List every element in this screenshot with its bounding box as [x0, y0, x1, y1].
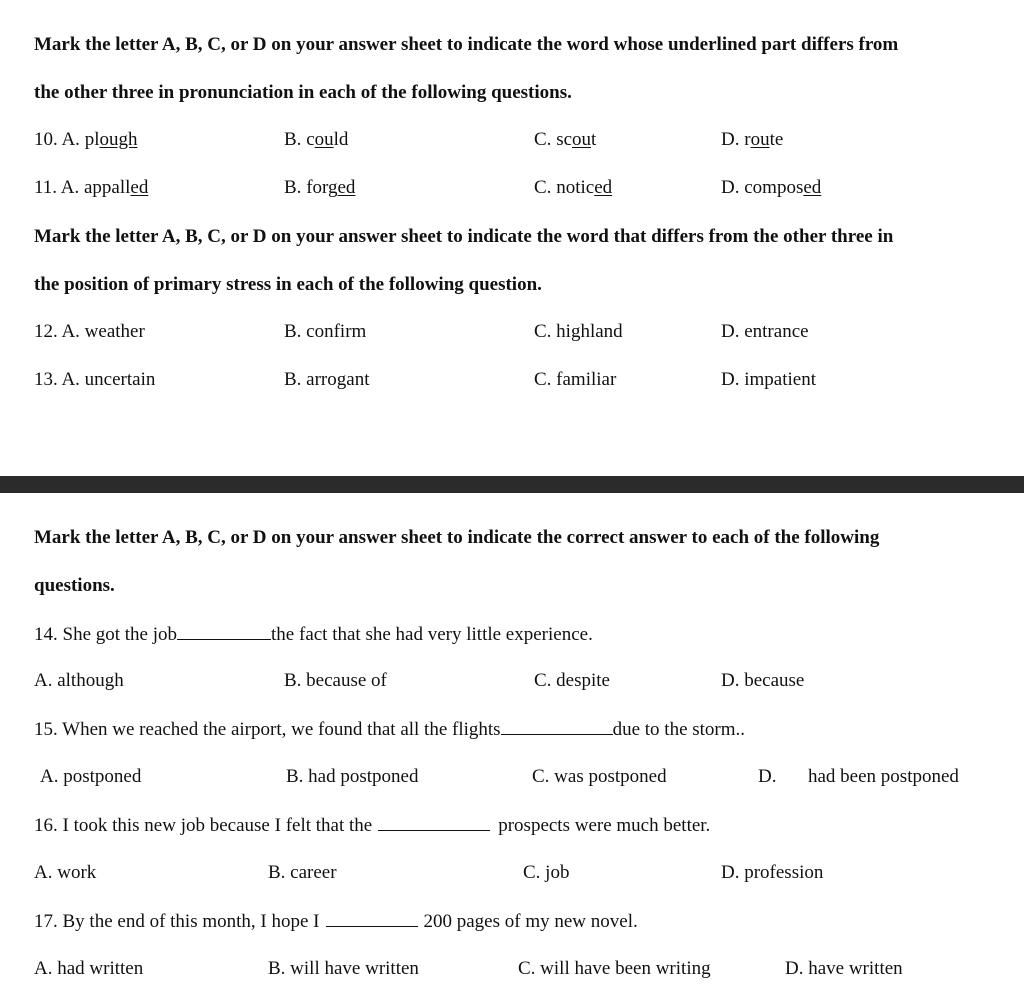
q13-option-c[interactable]: C. familiar [534, 369, 617, 390]
q15-stem: 15. When we reached the airport, we found that all the flights due to the storm.. [34, 719, 746, 740]
instruction-stress-line1: Mark the letter A, B, C, or D on your answer sheet to indicate the word that differs from the other three in [34, 226, 894, 247]
q10-option-d[interactable]: D. route [721, 129, 784, 150]
q17-option-a[interactable]: A. had written [34, 958, 144, 979]
q12-option-d[interactable]: D. entrance [721, 321, 809, 342]
q15-blank[interactable] [501, 717, 613, 735]
q10-option-c[interactable]: C. scout [534, 129, 597, 150]
q15-option-d[interactable]: had been postponed [808, 766, 959, 787]
q14-option-b[interactable]: B. because of [284, 670, 387, 691]
q16-option-b[interactable]: B. career [268, 862, 337, 883]
q12-option-a[interactable]: 12. A. weather [34, 321, 145, 342]
instruction-pronunciation-line1: Mark the letter A, B, C, or D on your answer sheet to indicate the word whose underlined part differs from [34, 34, 899, 55]
page-divider [0, 476, 1024, 493]
q12-option-c[interactable]: C. highland [534, 321, 623, 342]
q11-option-a[interactable]: 11. A. appalled [34, 177, 149, 198]
instruction-pronunciation-line2: the other three in pronunciation in each of the following questions. [34, 82, 572, 103]
q10-option-b[interactable]: B. could [284, 129, 349, 150]
q14-blank[interactable] [177, 622, 271, 640]
q17-option-d[interactable]: D. have written [785, 958, 903, 979]
q15-option-c[interactable]: C. was postponed [532, 766, 667, 787]
q17-option-b[interactable]: B. will have written [268, 958, 419, 979]
q16-option-a[interactable]: A. work [34, 862, 97, 883]
q13-option-a[interactable]: 13. A. uncertain [34, 369, 156, 390]
q16-option-c[interactable]: C. job [523, 862, 570, 883]
q14-option-a[interactable]: A. although [34, 670, 124, 691]
q13-option-b[interactable]: B. arrogant [284, 369, 370, 390]
instruction-stress-line2: the position of primary stress in each of the following question. [34, 274, 542, 295]
q14-stem: 14. She got the job the fact that she had very little experience. [34, 624, 593, 645]
q16-option-d[interactable]: D. profession [721, 862, 824, 883]
q13-option-d[interactable]: D. impatient [721, 369, 816, 390]
q11-option-d[interactable]: D. composed [721, 177, 822, 198]
q15-option-a[interactable]: A. postponed [40, 766, 142, 787]
q14-option-c[interactable]: C. despite [534, 670, 610, 691]
q11-option-c[interactable]: C. noticed [534, 177, 613, 198]
instruction-grammar-line2: questions. [34, 575, 115, 596]
q17-blank[interactable] [326, 909, 418, 927]
q17-option-c[interactable]: C. will have been writing [518, 958, 711, 979]
q14-option-d[interactable]: D. because [721, 670, 805, 691]
q15-option-d-letter[interactable]: D. [758, 766, 777, 787]
q16-stem: 16. I took this new job because I felt that the prospects were much better. [34, 815, 711, 836]
q17-stem: 17. By the end of this month, I hope I 200 pages of my new novel. [34, 911, 638, 932]
q11-option-b[interactable]: B. forged [284, 177, 356, 198]
q16-blank[interactable] [378, 813, 490, 831]
q10-option-a[interactable]: 10. A. plough [34, 129, 138, 150]
instruction-grammar-line1: Mark the letter A, B, C, or D on your answer sheet to indicate the correct answer to each of the following [34, 527, 880, 548]
q12-option-b[interactable]: B. confirm [284, 321, 367, 342]
q15-option-b[interactable]: B. had postponed [286, 766, 419, 787]
